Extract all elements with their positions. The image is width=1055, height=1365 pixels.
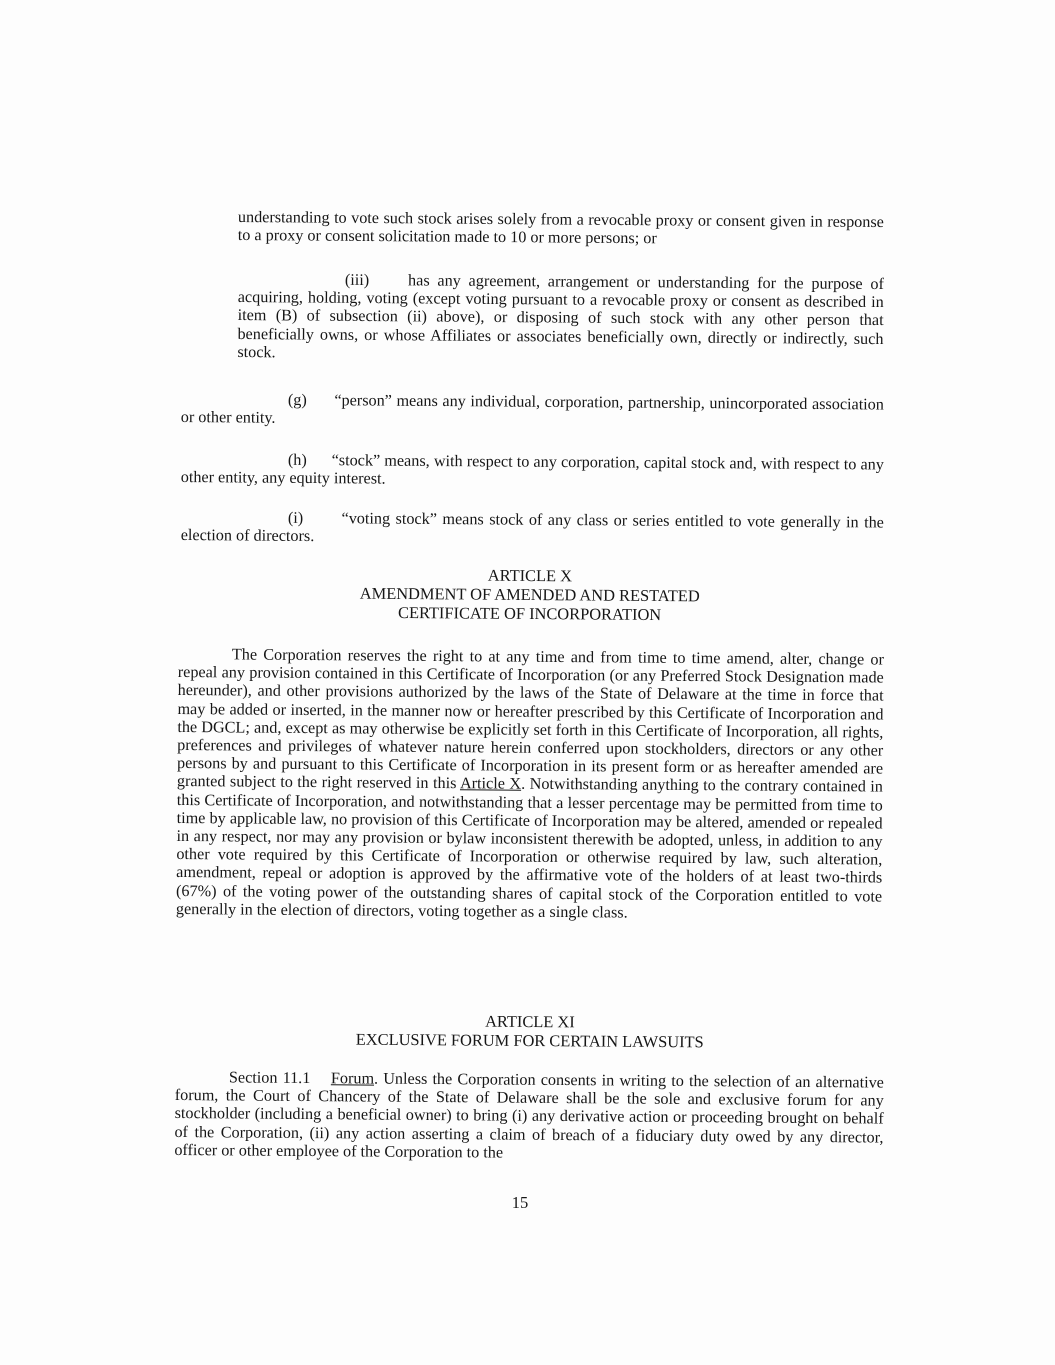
definition-text: “voting stock” means stock of any class or series entitled to vote generally in the election of directors. xyxy=(180,509,884,546)
article-title-line: EXCLUSIVE FORUM FOR CERTAIN LAWSUITS xyxy=(355,1029,704,1052)
item-marker: (g) xyxy=(287,390,307,409)
section-number: Section 11.1 xyxy=(228,1068,311,1088)
paragraph-iii xyxy=(237,270,884,366)
article-x-paragraph xyxy=(176,645,884,924)
item-marker: (iii) xyxy=(344,270,370,290)
section-11-1-paragraph xyxy=(174,1068,884,1165)
article-title-line: CERTIFICATE OF INCORPORATION xyxy=(397,602,662,625)
article-number: ARTICLE XI xyxy=(485,1011,575,1032)
paragraph-text: understanding to vote such stock arises solely from a revocable proxy or consent given in response to a proxy or consent solicitation made to 10 or more persons; or xyxy=(237,208,884,248)
paragraph-text: . Unless the Corporation consents in writing to the selection of an alternative forum, the Court of Chancery of the State of Delaware shall be the sole and exclusive forum for any stockholder (including a beneficial owner) to bring (i) any derivative action or proceeding brought on behalf of the Corporation, (ii) any action asserting a claim of breach of a fiduciary duty owed by any director, officer or other employee of the Corporation to the xyxy=(174,1069,884,1162)
paragraph-understanding xyxy=(238,208,884,249)
section-title: Forum xyxy=(330,1069,375,1088)
definition-stock xyxy=(181,450,884,492)
article-xi-heading xyxy=(180,1009,880,1052)
paragraph-text: The Corporation reserves the right to at any time and from time to time amend, alter, change or repeal any provision contained in this Certificate of Incorporation (or any Preferred Stock Designation made hereunder), and other provisions authorized by the laws of the State of Delaware at the time in force that may be added or inserted, in the manner now or hereafter prescribed by this Certificate of Incorporation and the DGCL; and, except as may otherwise be explicitly set forth in this Certificate of Incorporation, all rights, preferences and privileges of whatever nature herein conferred upon stockholders, directors or any other persons by and pursuant to this Certificate of Incorporation in its present form or as hereafter amended are granted subject to the right reserved in this xyxy=(176,645,884,793)
article-x-reference: Article X xyxy=(459,774,522,794)
paragraph-text: . Notwithstanding anything to the contrary contained in this Certificate of Incorporation, and notwithstanding that a lesser percentage may be permitted from time to time by applicable law, no provision of this Certificate of Incorporation may be altered, amended or repealed in any respect, nor may any provision or bylaw inconsistent therewith be adopted, unless, in addition to any other vote required by this Certificate of Incorporation or otherwise required by law, such alteration, amendment, repeal or adoption is approved by the affirmative vote of the holders of at least two-thirds (67%) of the voting power of the outstanding shares of capital stock of the Corporation entitled to vote generally in the election of directors, voting together as a single class. xyxy=(175,775,883,922)
article-number: ARTICLE X xyxy=(487,565,573,586)
definition-voting-stock xyxy=(181,508,884,550)
article-x-heading xyxy=(180,563,880,625)
item-marker: (h) xyxy=(287,450,307,469)
item-marker: (i) xyxy=(287,508,304,527)
paragraph-text: has any agreement, arrangement or understanding for the purpose of acquiring, holding, voting (except voting pursuant to a revocable proxy or consent as described in item (B) of subsection (ii) above), or disposing of such stock with any other person that beneficially owns, or whose Affiliates or associates beneficially own, directly or indirectly, such stock. xyxy=(237,271,884,362)
definition-text: “stock” means, with respect to any corporation, capital stock and, with respect to any other entity, any equity interest. xyxy=(180,451,884,488)
article-title-line: AMENDMENT OF AMENDED AND RESTATED xyxy=(359,583,700,606)
definition-text: “person” means any individual, corporation, partnership, unincorporated association or other entity. xyxy=(180,391,884,427)
page-number: 15 xyxy=(511,1193,529,1212)
definition-person xyxy=(181,390,884,432)
